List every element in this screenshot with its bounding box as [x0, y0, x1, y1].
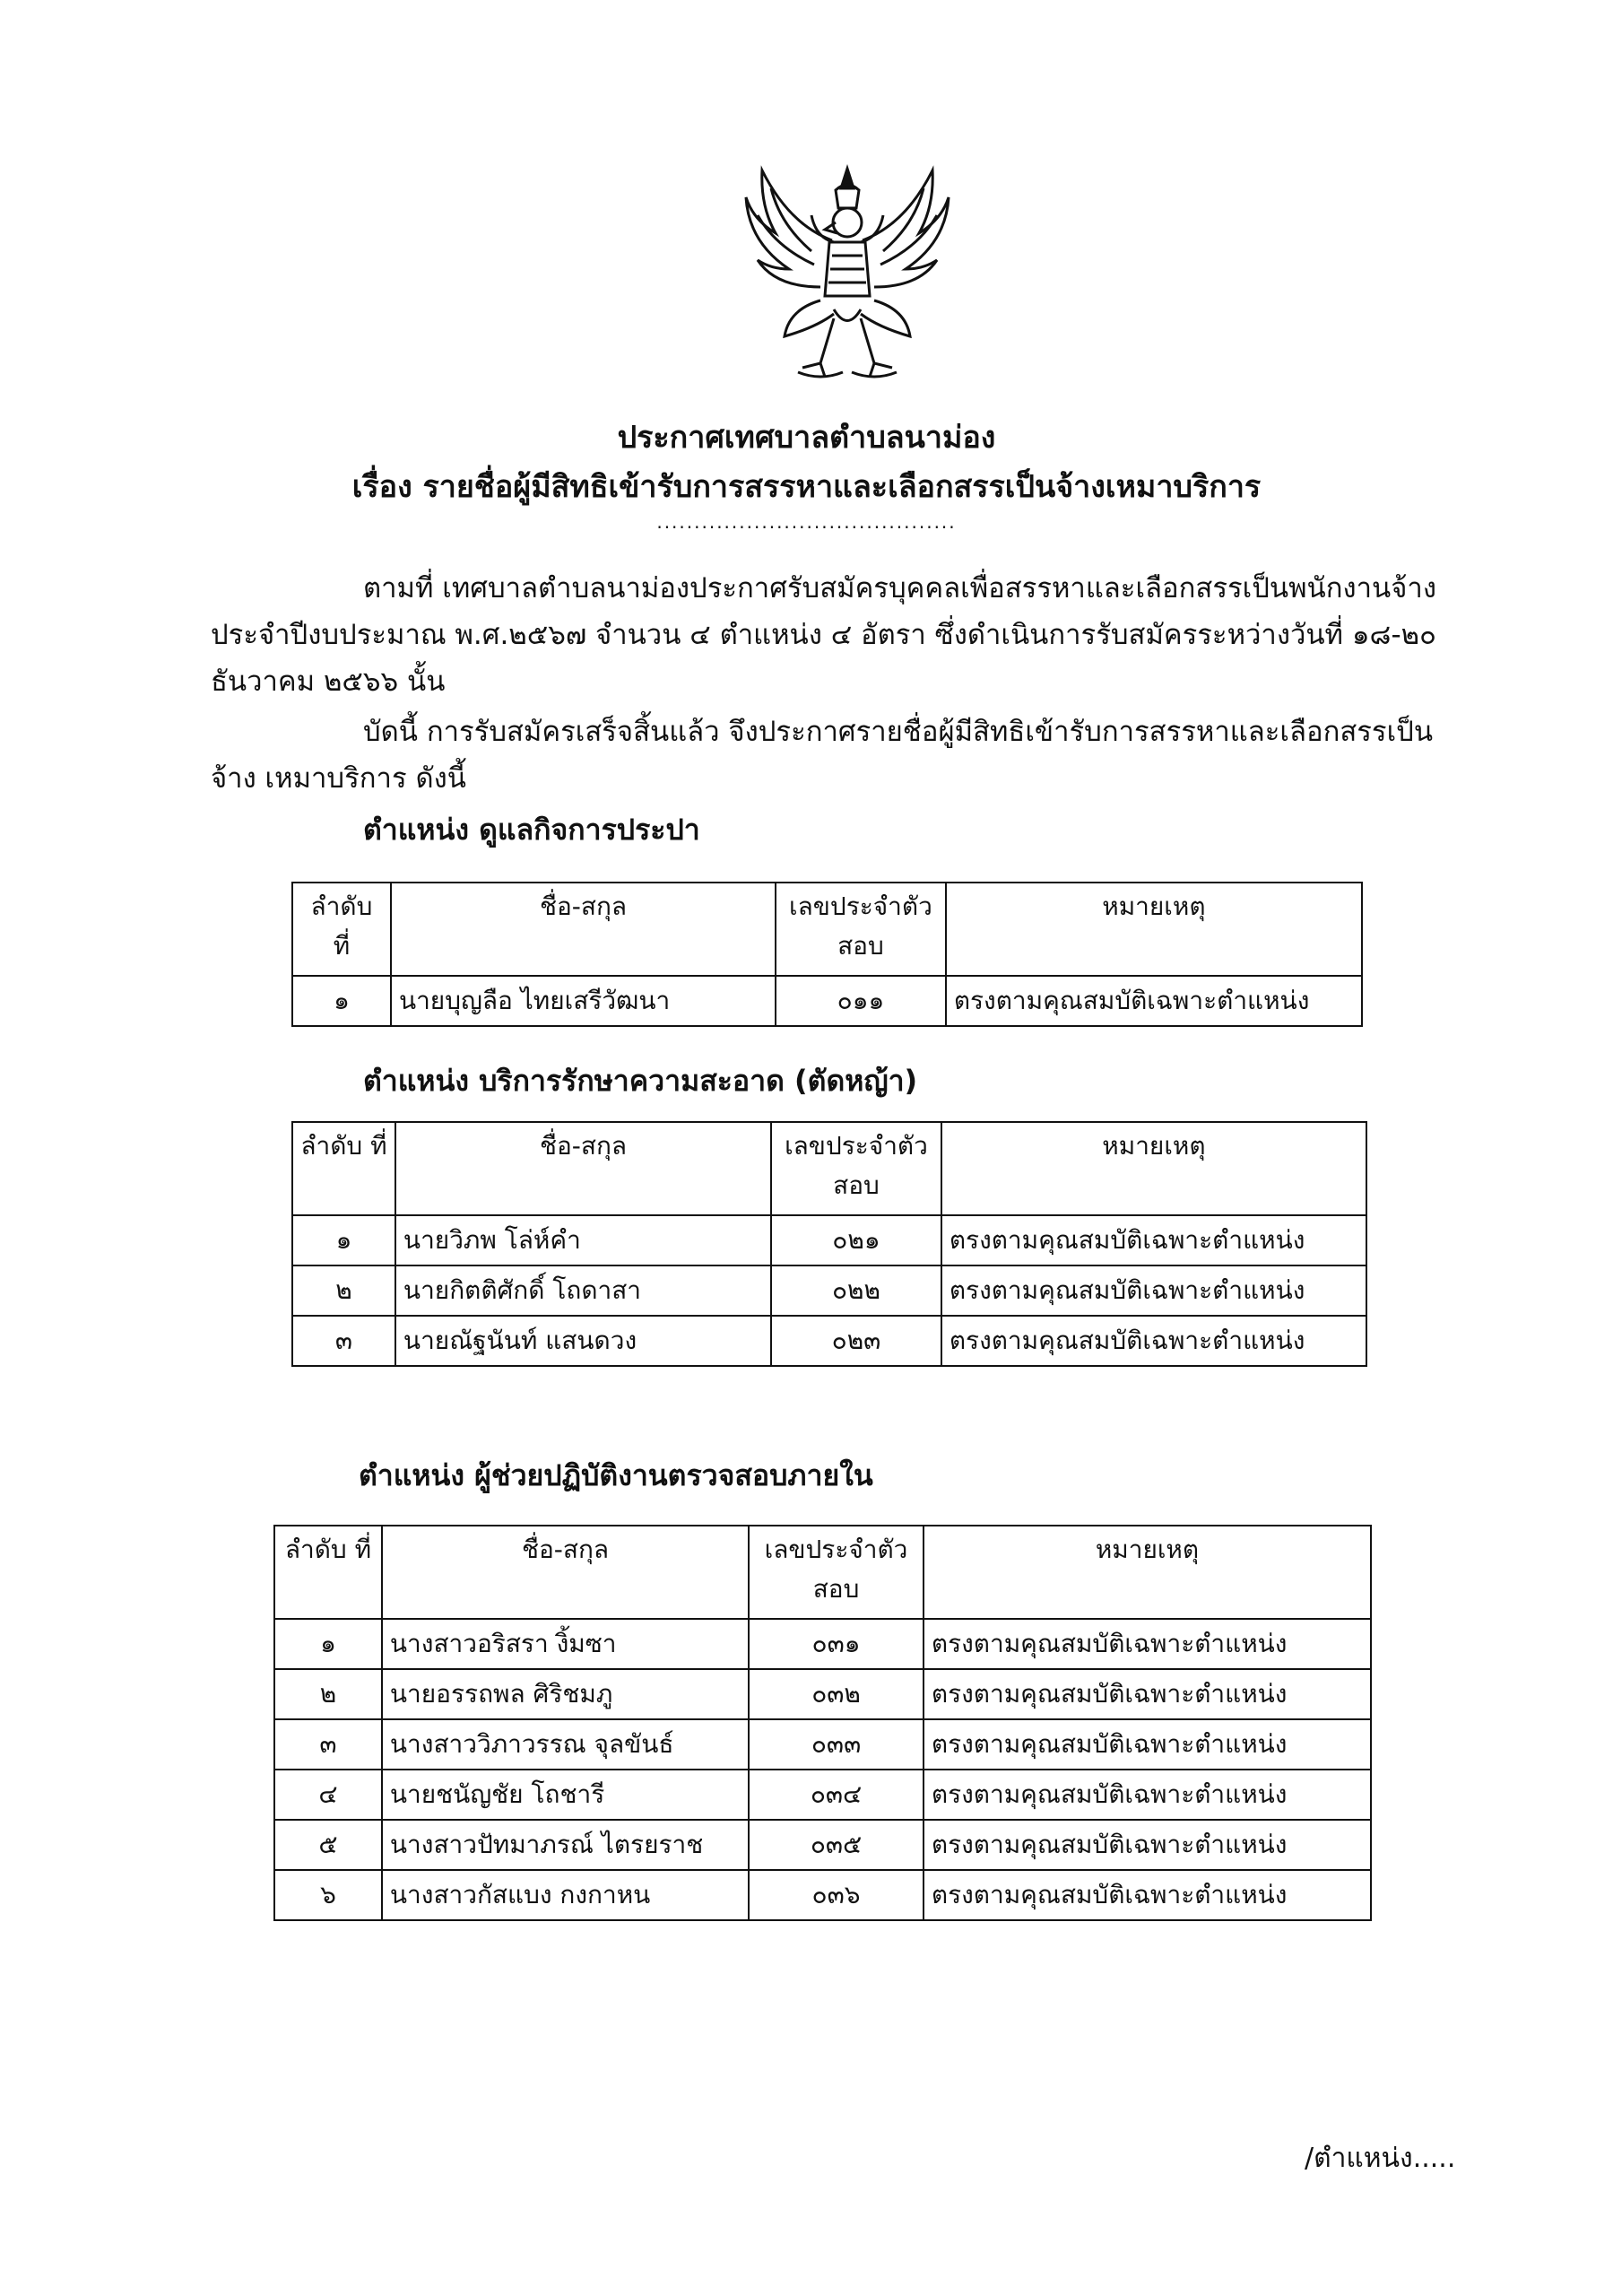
column-header-note: หมายเหตุ [946, 883, 1362, 976]
column-header-id: เลขประจำตัว สอบ [749, 1526, 924, 1619]
column-header-note: หมายเหตุ [941, 1122, 1366, 1215]
exam-id: ๐๑๑ [776, 976, 946, 1026]
row-number: ๑ [292, 976, 391, 1026]
remark: ตรงตามคุณสมบัติเฉพาะตำแหน่ง [924, 1820, 1371, 1870]
candidate-name: นางสาวกัสแบง กงกาหน [382, 1870, 749, 1920]
remark: ตรงตามคุณสมบัติเฉพาะตำแหน่ง [924, 1669, 1371, 1719]
column-header-no: ลำดับ ที่ [292, 883, 391, 976]
remark: ตรงตามคุณสมบัติเฉพาะตำแหน่ง [941, 1265, 1366, 1316]
section-title-water-supply: ตำแหน่ง ดูแลกิจการประปา [363, 813, 700, 847]
table-row [274, 1719, 1371, 1770]
candidate-name: นายอรรถพล ศิริชมภู [382, 1669, 749, 1719]
section-title-cleaning: ตำแหน่ง บริการรักษาความสะอาด (ตัดหญ้า) [363, 1064, 918, 1098]
garuda-emblem-icon [735, 152, 959, 390]
candidate-name: นางสาวอริสรา งิ้มซา [382, 1619, 749, 1669]
column-header-note: หมายเหตุ [924, 1526, 1371, 1619]
announcement-paragraph: บัดนี้ การรับสมัครเสร็จสิ้นแล้ว จึงประกาศรายชื่อผู้มีสิทธิเข้ารับการสรรหาและเลือกสรรเป็นจ้าง เหมาบริการ ดังนี้ [211, 716, 1434, 795]
column-header-name: ชื่อ-สกุล [395, 1122, 771, 1215]
table-row [274, 1820, 1371, 1870]
row-number: ๒ [274, 1669, 382, 1719]
table-row [292, 1265, 1366, 1316]
column-header-id: เลขประจำตัว สอบ [776, 883, 946, 976]
table-row [274, 1870, 1371, 1920]
candidate-name: นายณัฐนันท์ แสนดวง [395, 1316, 771, 1366]
table-row [292, 976, 1362, 1026]
table-row [292, 1316, 1366, 1366]
row-number: ๖ [274, 1870, 382, 1920]
remark: ตรงตามคุณสมบัติเฉพาะตำแหน่ง [924, 1719, 1371, 1770]
candidate-name: นายบุญลือ ไทยเสรีวัฒนา [391, 976, 776, 1026]
column-header-no: ลำดับ ที่ [292, 1122, 395, 1215]
candidate-name: นางสาวปัทมาภรณ์ ไตรยราช [382, 1820, 749, 1870]
column-header-name: ชื่อ-สกุล [391, 883, 776, 976]
exam-id: ๐๓๔ [749, 1770, 924, 1820]
remark: ตรงตามคุณสมบัติเฉพาะตำแหน่ง [924, 1870, 1371, 1920]
intro-paragraph: ตามที่ เทศบาลตำบลนาม่องประกาศรับสมัครบุคคลเพื่อสรรหาและเลือกสรรเป็นพนักงานจ้าง ประจำปีงบประมาณ พ.ศ.๒๕๖๗ จำนวน ๔ ตำแหน่ง ๔ อัตรา ซึ่งดำเนินการรับสมัครระหว่างวันที่ ๑๘-๒๐ ธันวาคม ๒๕๖๖ นั้น [211, 572, 1436, 698]
table-row [274, 1770, 1371, 1820]
exam-id: ๐๓๖ [749, 1870, 924, 1920]
table-header-row [292, 883, 1362, 976]
exam-id: ๐๒๒ [771, 1265, 941, 1316]
exam-id: ๐๒๓ [771, 1316, 941, 1366]
row-number: ๑ [274, 1619, 382, 1669]
candidate-name: นางสาววิภาวรรณ จุลขันธ์ [382, 1719, 749, 1770]
column-header-no: ลำดับ ที่ [274, 1526, 382, 1619]
exam-id: ๐๓๓ [749, 1719, 924, 1770]
row-number: ๑ [292, 1215, 395, 1265]
candidate-name: นายวิภพ โล่ห์คำ [395, 1215, 771, 1265]
row-number: ๔ [274, 1770, 382, 1820]
column-header-name: ชื่อ-สกุล [382, 1526, 749, 1619]
table-row [274, 1619, 1371, 1669]
row-number: ๓ [292, 1316, 395, 1366]
remark: ตรงตามคุณสมบัติเฉพาะตำแหน่ง [941, 1316, 1366, 1366]
candidate-table-water-supply [291, 882, 1363, 1027]
candidate-table-cleaning [291, 1121, 1367, 1367]
announcement-title: ประกาศเทศบาลตำบลนาม่อง [617, 420, 996, 456]
remark: ตรงตามคุณสมบัติเฉพาะตำแหน่ง [924, 1619, 1371, 1669]
exam-id: ๐๓๑ [749, 1619, 924, 1669]
table-row [292, 1215, 1366, 1265]
continuation-note: /ตำแหน่ง..... [1305, 2143, 1456, 2174]
remark: ตรงตามคุณสมบัติเฉพาะตำแหน่ง [946, 976, 1362, 1026]
row-number: ๓ [274, 1719, 382, 1770]
candidate-name: นายกิตติศักดิ์ โถดาสา [395, 1265, 771, 1316]
candidate-name: นายชนัญชัย โถชารี [382, 1770, 749, 1820]
section-title-internal-audit: ตำแหน่ง ผู้ช่วยปฏิบัติงานตรวจสอบภายใน [359, 1458, 873, 1492]
exam-id: ๐๒๑ [771, 1215, 941, 1265]
exam-id: ๐๓๒ [749, 1669, 924, 1719]
remark: ตรงตามคุณสมบัติเฉพาะตำแหน่ง [924, 1770, 1371, 1820]
table-row [274, 1669, 1371, 1719]
table-header-row [292, 1122, 1366, 1215]
title-divider: ........................................ [656, 511, 957, 533]
table-header-row [274, 1526, 1371, 1619]
remark: ตรงตามคุณสมบัติเฉพาะตำแหน่ง [941, 1215, 1366, 1265]
exam-id: ๐๓๕ [749, 1820, 924, 1870]
row-number: ๒ [292, 1265, 395, 1316]
column-header-id: เลขประจำตัว สอบ [771, 1122, 941, 1215]
row-number: ๕ [274, 1820, 382, 1870]
candidate-table-internal-audit [273, 1525, 1372, 1921]
announcement-subject: เรื่อง รายชื่อผู้มีสิทธิเข้ารับการสรรหาและเลือกสรรเป็นจ้างเหมาบริการ [351, 469, 1262, 505]
